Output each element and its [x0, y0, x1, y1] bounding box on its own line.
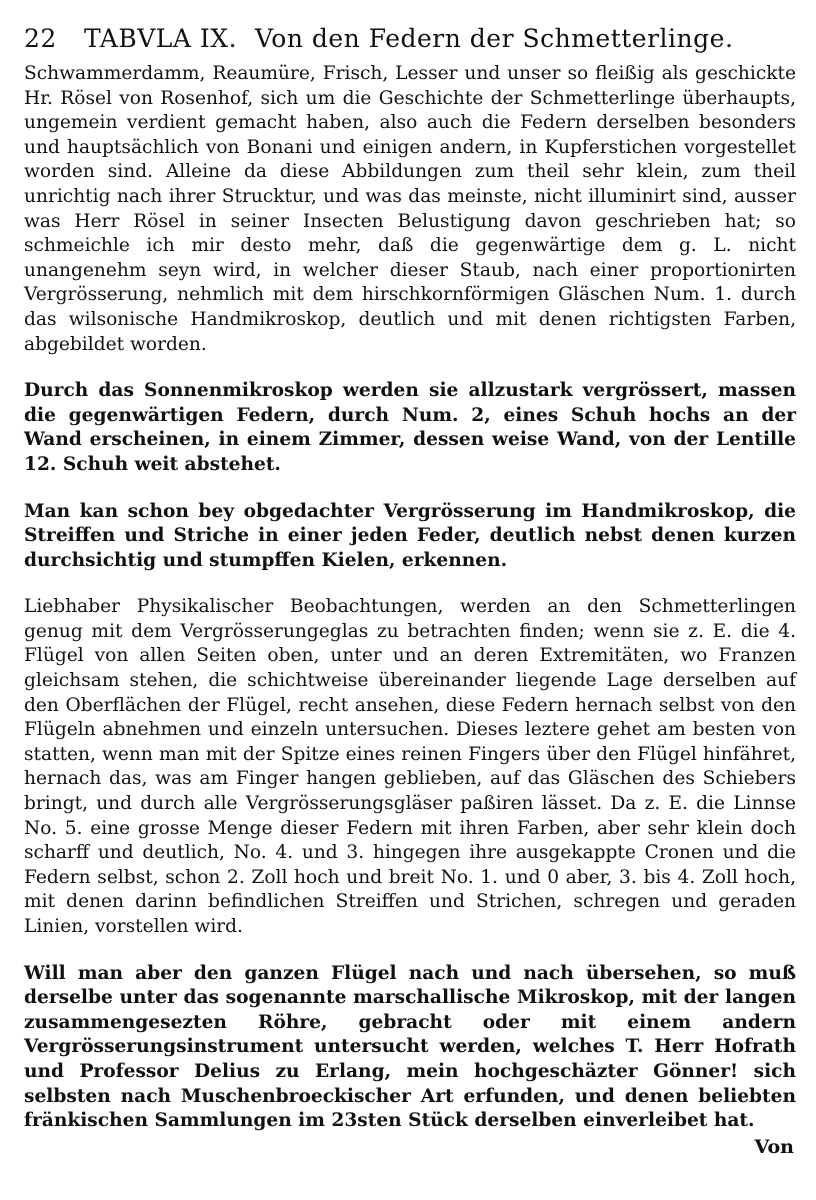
running-header [24, 22, 796, 62]
plate-reference: TABVLA IX. [84, 24, 238, 53]
page-number: 22 [24, 24, 57, 53]
catchword: Von [754, 1136, 794, 1158]
page-title: Von den Federn der Schmetterlinge. [255, 24, 734, 53]
paragraph-3: Man kan schon bey obgedachter Vergrösserung im Handmikroskop, die Streiffen und Striche in einer jeden Feder, deutlich nebst denen kurzen durchsichtig und stumpffen Kielen, erkennen. [24, 500, 796, 571]
paragraph-1: Schwammerdamm, Reaumüre, Frisch, Lesser und unser so fleißig als geschickte Hr. Rösel von Rosenhof, sich um die Geschichte der Schmetterlinge überhaupts, ungemein verdient gemacht haben, also auch die Federn derselben besonders und hauptsächlich von Bonani und einigen andern, in Kupferstichen vorgestellet worden sind. Alleine da diese Abbildungen zum theil sehr klein, zum theil unrichtig nach ihrer Strucktur, und was das meinste, nicht illuminirt sind, ausser was Herr Rösel in seiner Insecten Belustigung davon geschrieben hat; so schmeichle ich mir desto mehr, daß die gegenwärtige dem g. L. nicht unangenehm seyn wird, in welcher dieser Staub, nach einer proportionirten Vergrösserung, nehmlich mit dem hirschkornförmigen Gläschen Num. 1. durch das wilsonische Handmikroskop, deutlich und mit denen richtigsten Farben, abgebildet worden. [24, 63, 796, 355]
paragraph-2: Durch das Sonnenmikroskop werden sie allzustark vergrössert, massen die gegenwärtigen Federn, durch Num. 2, eines Schuh hochs an der Wand erscheinen, in einem Zimmer, dessen weise Wand, von der Lentille 12. Schuh weit abstehet. [24, 380, 796, 475]
paragraph-5: Will man aber den ganzen Flügel nach und nach übersehen, so muß derselbe unter das sogenannte marschallische Mikroskop, mit der langen zusammengesezten Röhre, gebracht oder mit einem andern Vergrösserungsinstrument untersucht werden, welches T. Herr Hofrath und Professor Delius zu Erlang, mein hochgeschäzter Gönner! sich selbsten nach Muschenbroeckischer Art erfunden, und denen beliebten fränkischen Sammlungen im 23sten Stück derselben einverleibet hat. [24, 962, 796, 1132]
paragraph-4: Liebhaber Physikalischer Beobachtungen, werden an den Schmetterlingen genug mit dem Vergrösserungeglas zu betrachten finden; wenn sie z. E. die 4. Flügel von allen Seiten oben, unter und an deren Extremitäten, wo Franzen gleichsam stehen, die schichtweise übereinander liegende Lage derselben auf den Oberflächen der Flügel, recht ansehen, diese Federn hernach selbst von den Flügeln abnehmen und einzeln untersuchen. Dieses leztere gehet am besten von statten, wenn man mit der Spitze eines reinen Fingers über den Flügel hinfähret, hernach das, was am Finger hangen geblieben, auf das Gläschen des Schiebers bringt, und durch alle Vergrösserungsgläser paßiren lässet. Da z. E. die Linnse No. 5. eine grosse Menge dieser Federn mit ihren Farben, aber sehr klein doch scharff und deutlich, No. 4. und 3. hingegen ihre ausgekappte Cronen und die Federn selbst, schon 2. Zoll hoch und breit No. 1. und 0 aber, 3. bis 4. Zoll hoch, mit denen darinn befindlichen Streiffen und Strichen, schregen und geraden Linien, vorstellen wird. [24, 596, 796, 937]
